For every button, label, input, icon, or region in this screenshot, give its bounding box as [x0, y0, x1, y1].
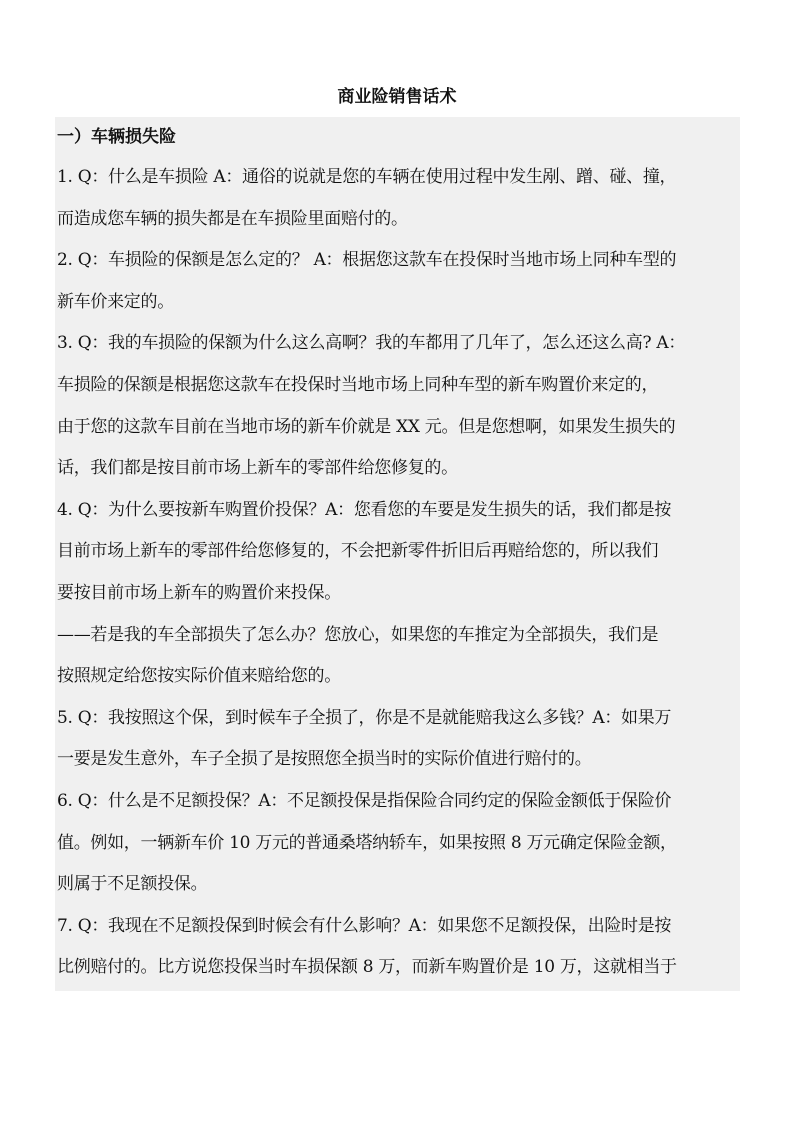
document-body [55, 117, 740, 991]
text-line: 而造成您车辆的损失都是在车损险里面赔付的。 [57, 208, 408, 229]
text-line: 3. Q：我的车损险的保额为什么这么高啊？我的车都用了几年了，怎么还这么高? A： [57, 333, 686, 354]
text-line: 7. Q：我现在不足额投保到时候会有什么影响？A：如果您不足额投保，出险时是按 [57, 915, 672, 936]
qa-item-4 [55, 490, 740, 615]
text-line: 要按目前市场上新车的购置价来投保。 [57, 582, 341, 603]
text-line: 则属于不足额投保。 [57, 874, 208, 895]
text-line: 按照规定给您按实际价值来赔给您的。 [57, 666, 341, 687]
text-line: ——若是我的车全部损失了怎么办？您放心，如果您的车推定为全部损失，我们是 [57, 624, 659, 645]
text-line: 2. Q：车损险的保额是怎么定的？ A：根据您这款车在投保时当地市场上同种车型的 [57, 250, 677, 271]
qa-item-6 [55, 781, 740, 906]
qa-item-7 [55, 906, 740, 989]
text-line: 目前市场上新车的零部件给您修复的，不会把新零件折旧后再赔给您的，所以我们 [57, 541, 659, 562]
text-line: 5. Q：我按照这个保，到时候车子全损了，你是不是就能赔我这么多钱？A：如果万 [57, 707, 672, 728]
qa-item-5 [55, 698, 740, 781]
text-line: 新车价来定的。 [57, 291, 174, 312]
text-line: 车损险的保额是根据您这款车在投保时当地市场上同种车型的新车购置价来定的， [57, 374, 659, 395]
page-title: 商业险销售话术 [337, 87, 457, 107]
qa-item-2 [55, 240, 740, 323]
text-line: 比例赔付的。比方说您投保当时车损保额 8 万，而新车购置价是 10 万，这就相当于 [57, 957, 677, 978]
text-line: 6. Q：什么是不足额投保？A：不足额投保是指保险合同约定的保险金额低于保险价 [57, 790, 672, 811]
section-heading: 一）车辆损失险 [57, 127, 176, 147]
text-line: 值。例如，一辆新车价 10 万元的普通桑塔纳轿车，如果按照 8 万元确定保险金额， [57, 832, 677, 853]
qa-item-4-followup [55, 615, 740, 698]
text-line: 4. Q：为什么要按新车购置价投保？A：您看您的车要是发生损失的话，我们都是按 [57, 499, 672, 520]
text-line: 1. Q：什么是车损险 A：通俗的说就是您的车辆在使用过程中发生剐、蹭、碰、撞， [57, 167, 677, 187]
text-line: 话，我们都是按目前市场上新车的零部件给您修复的。 [57, 458, 458, 479]
text-line: 由于您的这款车目前在当地市场的新车价就是 XX 元。但是您想啊，如果发生损失的 [57, 416, 676, 437]
text-line: 一要是发生意外，车子全损了是按照您全损当时的实际价值进行赔付的。 [57, 749, 592, 770]
qa-item-1 [55, 157, 740, 240]
qa-item-3 [55, 323, 740, 489]
